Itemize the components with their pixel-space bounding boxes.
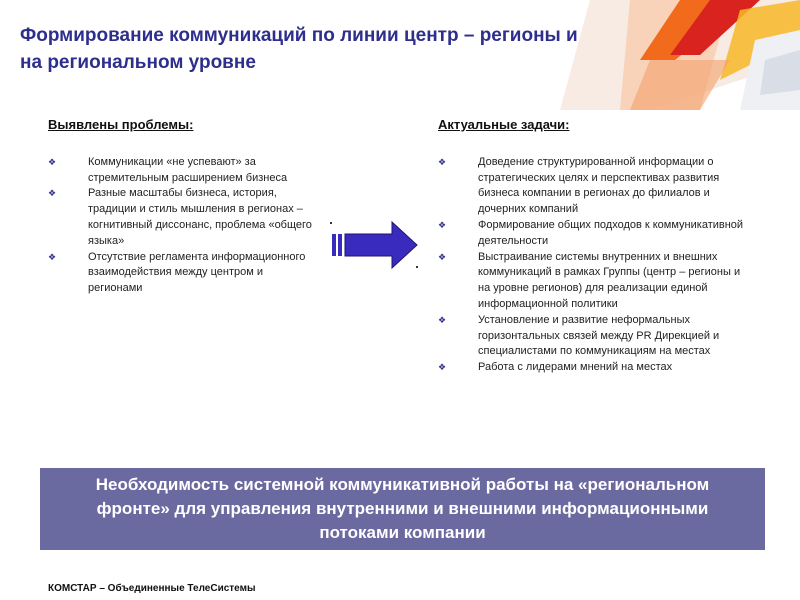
striped-right-arrow-icon [328,218,420,273]
conclusion-banner [40,468,765,550]
diamond-bullet-icon: ❖ [48,251,57,262]
page-title: Формирование коммуникаций по линии центр – регионы и на региональном уровне [20,25,578,73]
diamond-bullet-icon: ❖ [438,314,447,325]
diamond-bullet-icon: ❖ [438,156,447,167]
list-item: ❖ Выстраивание системы внутренних и внешних коммуникаций в рамках Группы (центр – регионы и на уровне регионов) для реализации единой информационной политики [438,250,741,310]
diamond-bullet-icon: ❖ [48,156,57,167]
diamond-bullet-icon: ❖ [438,219,447,230]
list-item: ❖ Формирование общих подходов к коммуникативной деятельности [438,218,744,247]
decorative-dot [416,266,418,268]
tasks-list [438,155,748,376]
list-item: ❖ Отсутствие регламента информационного взаимодействия между центром и регионами [48,250,306,295]
list-item: ❖ Работа с лидерами мнений на местах [438,360,748,376]
decorative-dot [330,222,332,224]
tasks-column [438,117,748,376]
list-item: ❖ Доведение структурированной информации о стратегических целях и перспективах развития бизнеса компании в регионах до филиалов и дочерних компаний [438,155,720,216]
diamond-bullet-icon: ❖ [48,188,57,199]
list-item: ❖ Установление и развитие неформальных горизонтальных связей между PR Дирекцией и специалистами по коммуникациям на местах [438,313,720,358]
problems-list [48,155,318,297]
problems-column [48,117,318,297]
banner-text: Необходимость системной коммуникативной работы на «региональном фронте» для управления внутренними и внешними информационными потоками компании [95,475,710,542]
diamond-bullet-icon: ❖ [438,362,447,373]
problems-heading: Выявлены проблемы: [48,117,194,132]
diamond-bullet-icon: ❖ [438,251,447,262]
list-item: ❖ Разные масштабы бизнеса, история, традиции и стиль мышления в регионах – когнитивный диссонанс, проблема «общего языка» [48,187,312,247]
list-item: ❖ Коммуникации «не успевают» за стремительным расширением бизнеса [48,155,288,184]
tasks-heading: Актуальные задачи: [438,117,570,132]
footer-company-name: КОМСТАР – Объединенные ТелеСистемы [48,583,256,594]
